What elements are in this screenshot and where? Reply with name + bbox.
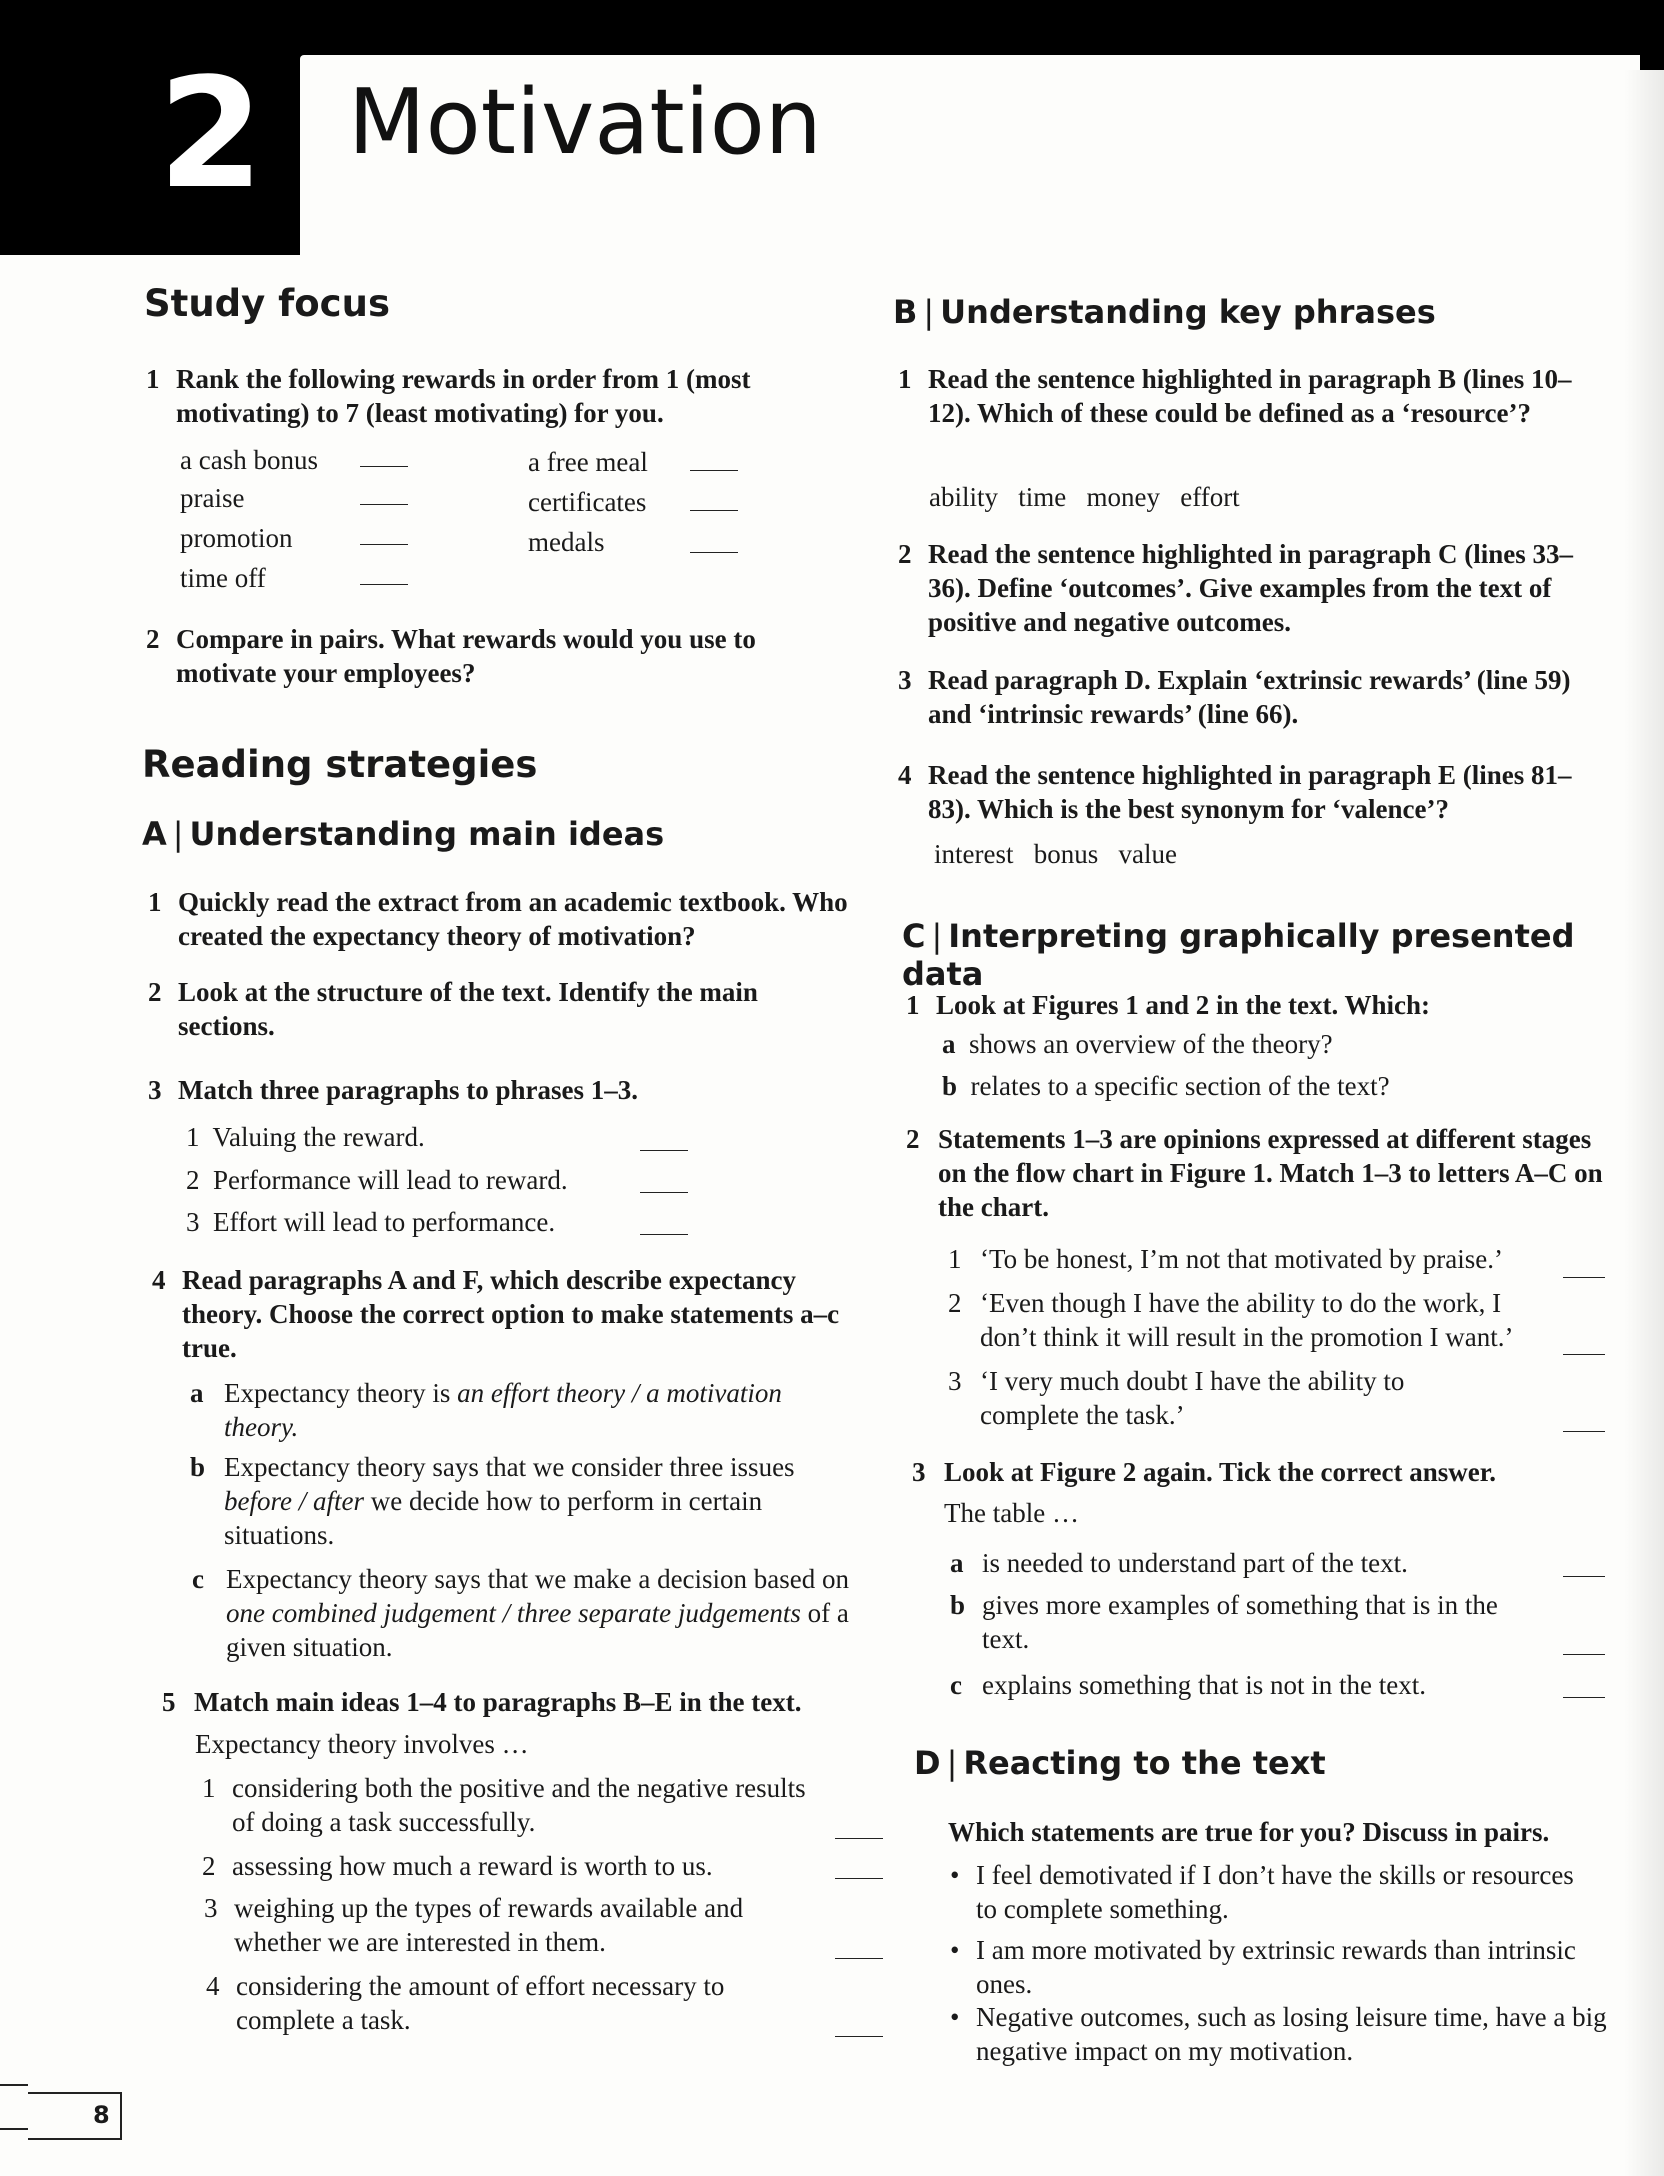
question-text: Look at the structure of the text. Identify the main sections. xyxy=(178,977,758,1041)
section-a-heading xyxy=(142,815,664,853)
c-q1 xyxy=(906,988,1606,1022)
option-c: c Expectancy theory says that we make a decision based on one combined judgement / three separate judgements of a given situation. xyxy=(192,1564,850,1662)
question-text: Look at Figure 2 again. Tick the correct answer. xyxy=(944,1457,1496,1487)
opinion-item: 1 ‘To be honest, I’m not that motivated by praise.’ xyxy=(948,1244,1503,1274)
question-number: 1 xyxy=(906,990,920,1020)
answer-blank[interactable] xyxy=(360,466,408,467)
reading-strategies-heading: Reading strategies xyxy=(142,743,538,786)
question-number: 3 xyxy=(912,1457,926,1487)
answer-blank[interactable] xyxy=(690,470,738,471)
answer-blank[interactable] xyxy=(360,504,408,505)
question-number: 2 xyxy=(906,1124,920,1154)
answer-blank[interactable] xyxy=(360,584,408,585)
b-q3 xyxy=(898,663,1598,731)
match-item: 2 Performance will lead to reward. xyxy=(186,1165,568,1195)
question-text: Read the sentence highlighted in paragraph B (lines 10–12). Which of these could be defined as a ‘resource’? xyxy=(928,364,1572,428)
page-number: 8 xyxy=(93,2101,110,2129)
reward-item: praise xyxy=(180,483,245,513)
d-prompt: Which statements are true for you? Discuss in pairs. xyxy=(948,1817,1550,1847)
question-number: 2 xyxy=(148,977,162,1007)
b-q4-options: interest bonus value xyxy=(934,839,1177,869)
main-idea-item: 3 weighing up the types of rewards available and whether we are interested in them. xyxy=(204,1893,744,1957)
main-idea-item: 2 assessing how much a reward is worth to us. xyxy=(202,1851,713,1881)
b-q1-options: ability time money effort xyxy=(929,482,1240,512)
q5-intro: Expectancy theory involves … xyxy=(195,1729,529,1759)
answer-blank[interactable] xyxy=(640,1234,688,1235)
answer-blank[interactable] xyxy=(640,1192,688,1193)
margin-mark xyxy=(0,2128,28,2130)
c-q1-item: a shows an overview of the theory? xyxy=(942,1029,1333,1059)
unit-number: 2 xyxy=(158,45,264,222)
question-number: 1 xyxy=(148,887,162,917)
study-q2 xyxy=(146,622,846,690)
tick-option: b gives more examples of something that is in the text. xyxy=(950,1590,1498,1654)
question-text: Read paragraph D. Explain ‘extrinsic rewards’ (line 59) and ‘intrinsic rewards’ (line 66). xyxy=(928,665,1571,729)
statement-bullet: • I am more motivated by extrinsic rewards than intrinsic ones. xyxy=(950,1935,1576,1999)
question-text: Read paragraphs A and F, which describe expectancy theory. Choose the correct option to make statements a–c true. xyxy=(182,1265,840,1363)
section-separator: | xyxy=(931,917,943,955)
answer-blank[interactable] xyxy=(690,510,738,511)
tick-option: a is needed to understand part of the text. xyxy=(950,1548,1408,1578)
answer-checkbox[interactable] xyxy=(1563,1697,1605,1698)
reward-item: certificates xyxy=(528,487,647,517)
reward-item: a free meal xyxy=(528,447,648,477)
question-number: 4 xyxy=(898,760,912,790)
answer-blank[interactable] xyxy=(835,2036,883,2037)
question-number: 2 xyxy=(898,539,912,569)
opinion-item: 2 ‘Even though I have the ability to do the work, I don’t think it will result in the promotion I want.’ xyxy=(948,1288,1514,1352)
section-title: Reacting to the text xyxy=(963,1744,1326,1782)
question-number: 1 xyxy=(146,364,160,394)
section-separator: | xyxy=(946,1744,958,1782)
question-text: Read the sentence highlighted in paragraph E (lines 81–83). Which is the best synonym for ‘valence’? xyxy=(928,760,1572,824)
c-q2 xyxy=(906,1122,1606,1224)
section-letter: D xyxy=(914,1744,941,1782)
section-title: Understanding main ideas xyxy=(189,815,665,853)
opinion-item: 3 ‘I very much doubt I have the ability to complete the task.’ xyxy=(948,1366,1405,1430)
section-c-heading xyxy=(902,917,1664,993)
tick-option: c explains something that is not in the text. xyxy=(950,1670,1426,1700)
statement-bullet: • I feel demotivated if I don’t have the skills or resources to complete something. xyxy=(950,1860,1574,1924)
a-q4 xyxy=(152,1263,842,1365)
option-a: a Expectancy theory is an effort theory / a motivation theory. xyxy=(190,1378,782,1442)
answer-blank[interactable] xyxy=(1563,1431,1605,1432)
section-separator: | xyxy=(923,293,935,331)
question-text: Match three paragraphs to phrases 1–3. xyxy=(178,1075,638,1105)
question-text: Look at Figures 1 and 2 in the text. Which: xyxy=(936,990,1431,1020)
match-item: 1 Valuing the reward. xyxy=(186,1122,425,1152)
a-q3 xyxy=(148,1073,858,1107)
bullet-icon: • xyxy=(950,1860,960,1890)
b-q2 xyxy=(898,537,1598,639)
answer-blank[interactable] xyxy=(835,1838,883,1839)
a-q5 xyxy=(162,1685,892,1719)
b-q1 xyxy=(898,362,1598,430)
margin-mark xyxy=(0,2084,28,2086)
answer-blank[interactable] xyxy=(690,552,738,553)
reward-item: a cash bonus xyxy=(180,445,318,475)
bullet-icon: • xyxy=(950,2002,960,2032)
question-text: Rank the following rewards in order from 1 (most motivating) to 7 (least motivating) for you. xyxy=(176,364,751,428)
answer-blank[interactable] xyxy=(835,1878,883,1879)
question-number: 2 xyxy=(146,624,160,654)
reward-item: time off xyxy=(180,563,266,593)
question-number: 3 xyxy=(148,1075,162,1105)
bullet-icon: • xyxy=(950,1935,960,1965)
a-q2 xyxy=(148,975,858,1043)
section-title: Interpreting graphically presented data xyxy=(902,917,1575,993)
main-idea-item: 4 considering the amount of effort necessary to complete a task. xyxy=(206,1971,725,2035)
statement-bullet: • Negative outcomes, such as losing leisure time, have a big negative impact on my motivation. xyxy=(950,2002,1607,2066)
section-letter: C xyxy=(902,917,926,955)
question-number: 3 xyxy=(898,665,912,695)
match-item: 3 Effort will lead to performance. xyxy=(186,1207,556,1237)
reward-item: promotion xyxy=(180,523,293,553)
question-number: 1 xyxy=(898,364,912,394)
study-q1 xyxy=(146,362,836,430)
answer-blank[interactable] xyxy=(360,544,408,545)
section-title: Understanding key phrases xyxy=(940,293,1436,331)
study-focus-heading: Study focus xyxy=(144,282,390,325)
answer-checkbox[interactable] xyxy=(1563,1654,1605,1655)
c-q1-item: b relates to a specific section of the text? xyxy=(942,1071,1390,1101)
question-text: Read the sentence highlighted in paragraph C (lines 33–36). Define ‘outcomes’. Give examples from the text of positive and negative outcomes. xyxy=(928,539,1574,637)
section-b-heading xyxy=(893,293,1436,331)
question-text: Compare in pairs. What rewards would you use to motivate your employees? xyxy=(176,624,756,688)
answer-blank[interactable] xyxy=(640,1150,688,1151)
a-q1 xyxy=(148,885,878,953)
unit-title: Motivation xyxy=(348,70,822,175)
b-q4 xyxy=(898,758,1598,826)
section-separator: | xyxy=(172,815,184,853)
question-number: 4 xyxy=(152,1265,166,1295)
reward-item: medals xyxy=(528,527,605,557)
question-number: 5 xyxy=(162,1687,176,1717)
section-letter: A xyxy=(142,815,167,853)
option-b: b Expectancy theory says that we consider three issues before / after we decide how to perform in certain situations. xyxy=(190,1452,795,1550)
main-idea-item: 1 considering both the positive and the negative results of doing a task successfully. xyxy=(202,1773,806,1837)
page-edge-shadow xyxy=(1624,70,1664,2176)
c-q3-intro: The table … xyxy=(944,1498,1079,1528)
c-q3 xyxy=(912,1455,1612,1489)
section-letter: B xyxy=(893,293,918,331)
question-text: Statements 1–3 are opinions expressed at different stages on the flow chart in Figure 1. Match 1–3 to letters A–C on the chart. xyxy=(938,1124,1603,1222)
question-text: Quickly read the extract from an academic textbook. Who created the expectancy theory of motivation? xyxy=(178,887,848,951)
question-text: Match main ideas 1–4 to paragraphs B–E in the text. xyxy=(194,1687,802,1717)
answer-blank[interactable] xyxy=(1563,1354,1605,1355)
answer-blank[interactable] xyxy=(835,1958,883,1959)
answer-blank[interactable] xyxy=(1563,1277,1605,1278)
answer-checkbox[interactable] xyxy=(1563,1576,1605,1577)
section-d-heading xyxy=(914,1744,1326,1782)
